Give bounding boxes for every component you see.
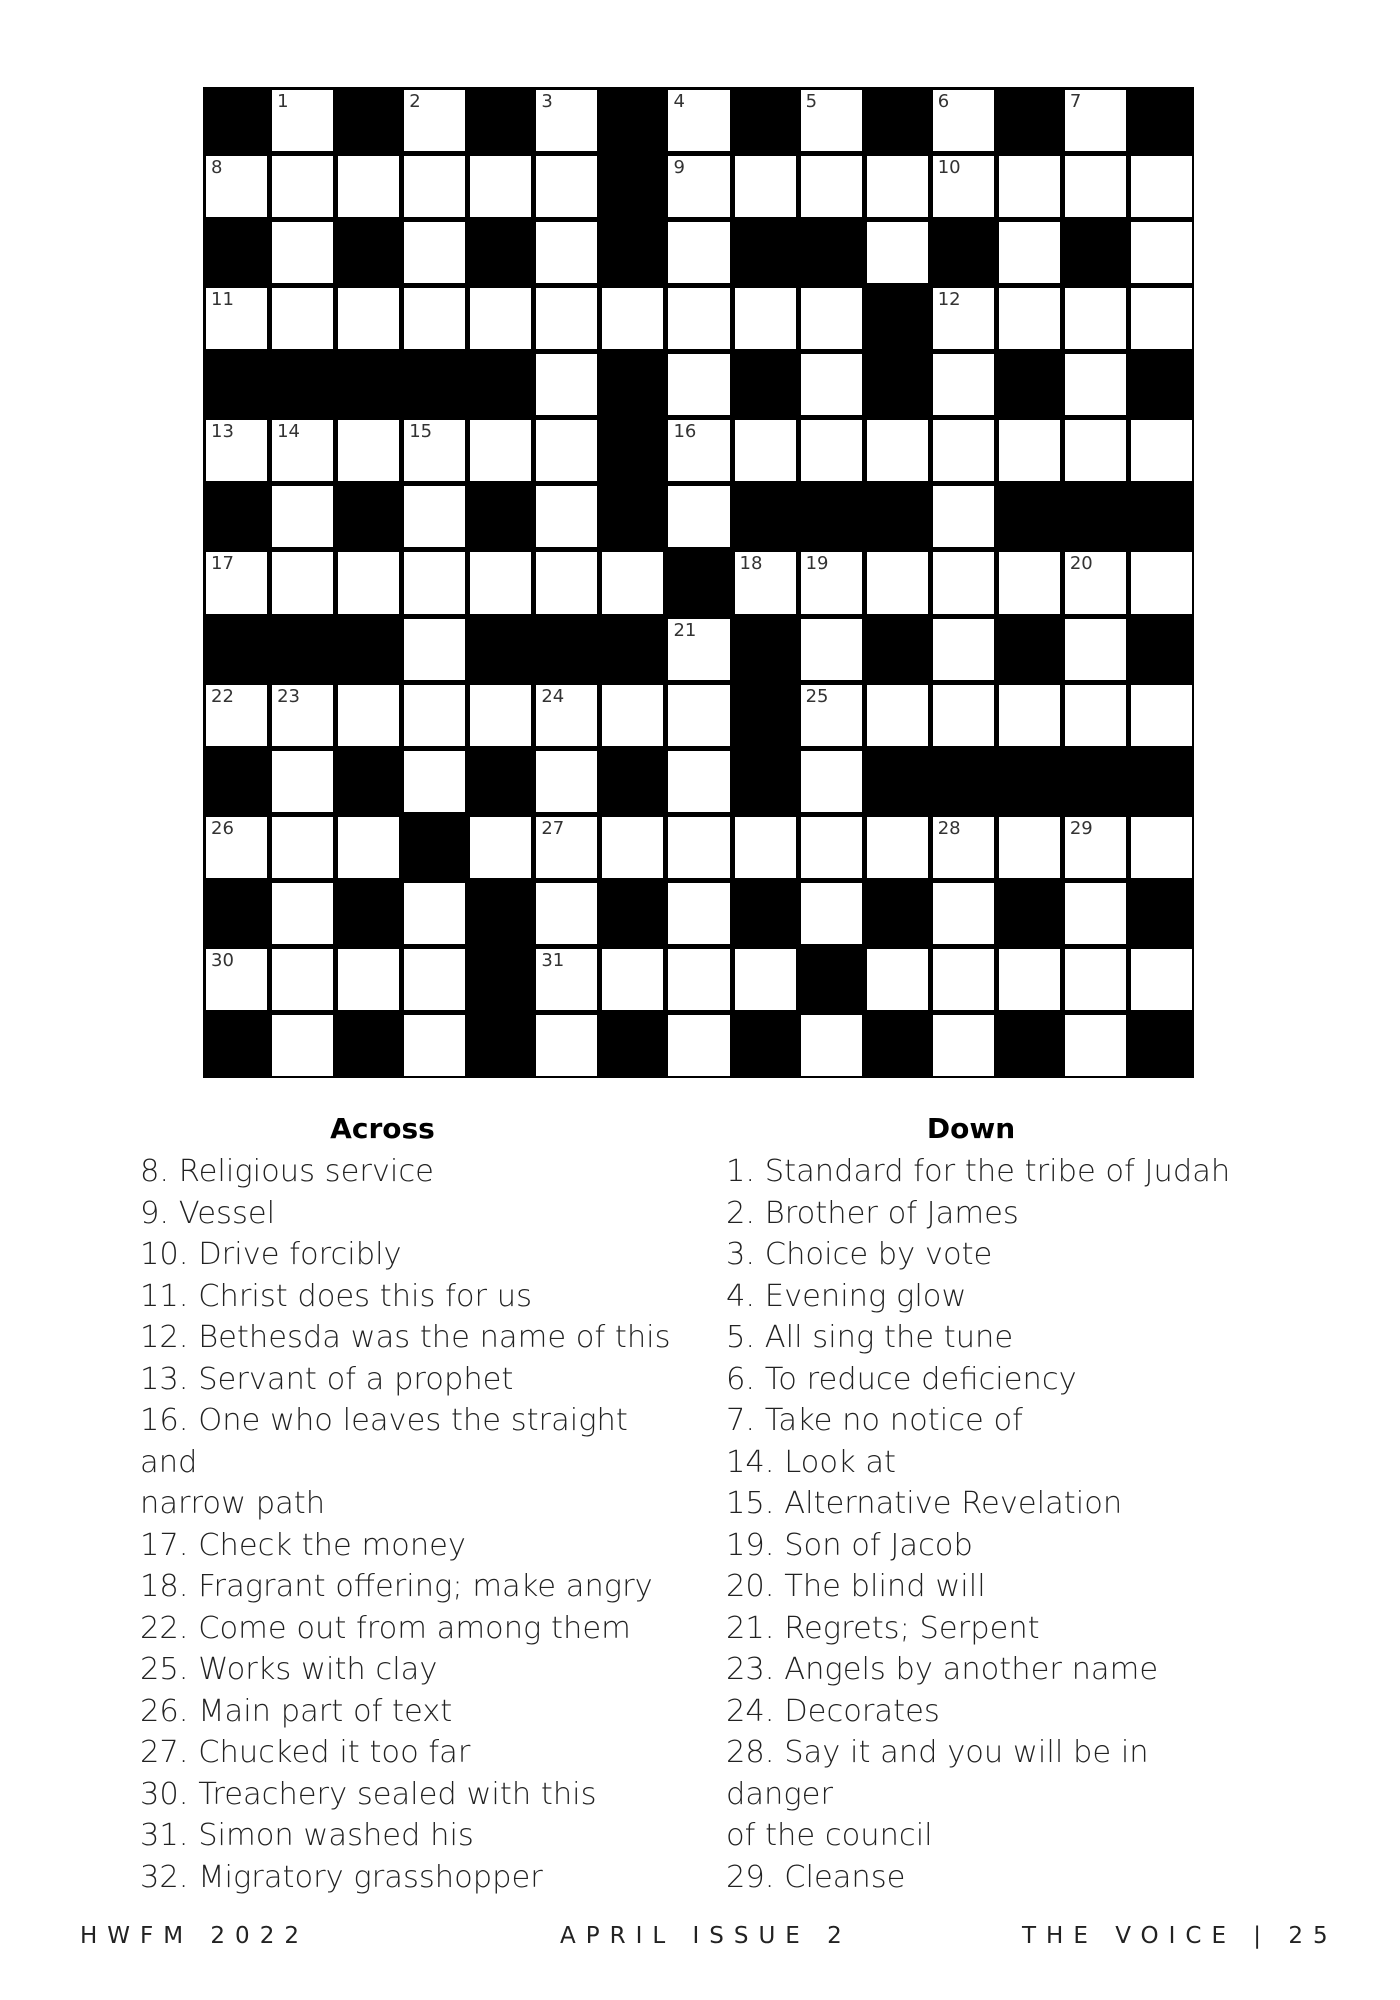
across-clue: 18. Fragrant offering; make angry <box>140 1569 653 1604</box>
grid-cell[interactable] <box>536 685 597 746</box>
grid-cell[interactable] <box>999 222 1060 283</box>
grid-cell[interactable] <box>536 552 597 613</box>
grid-cell[interactable] <box>801 288 862 349</box>
grid-cell[interactable] <box>1065 156 1126 217</box>
grid-cell[interactable] <box>801 619 862 680</box>
down-clue: 20. The blind will <box>726 1569 986 1604</box>
grid-cell[interactable] <box>404 883 465 944</box>
down-clue: 3. Choice by vote <box>726 1237 993 1272</box>
grid-cell[interactable] <box>602 552 663 613</box>
grid-cell[interactable] <box>1065 1015 1126 1076</box>
down-clue: 23. Angels by another name <box>726 1652 1159 1687</box>
grid-cell[interactable] <box>867 949 928 1010</box>
down-clue: 15. Alternative Revelation <box>726 1486 1123 1521</box>
grid-cell[interactable] <box>206 420 267 481</box>
grid-cell[interactable] <box>272 420 333 481</box>
down-clue: 14. Look at <box>726 1444 896 1480</box>
grid-cell[interactable] <box>933 90 994 151</box>
clue-number: 14 <box>277 421 300 443</box>
grid-cell[interactable] <box>1131 817 1192 878</box>
grid-cell[interactable] <box>801 156 862 217</box>
clue-number: 11 <box>211 289 234 311</box>
clue-number: 27 <box>541 817 565 839</box>
grid-cell[interactable] <box>404 90 465 151</box>
clue-number: 6 <box>937 91 950 112</box>
grid-cell[interactable] <box>1131 222 1192 283</box>
grid-cell[interactable] <box>735 156 796 217</box>
grid-cell[interactable] <box>272 751 333 812</box>
clue-number: 9 <box>673 157 685 179</box>
grid-cell[interactable] <box>933 552 994 613</box>
across-clue: 13. Servant of a prophet <box>140 1361 514 1397</box>
across-clue: 22. Come out from among them <box>140 1610 631 1646</box>
grid-cell[interactable] <box>933 420 994 481</box>
grid-cell[interactable] <box>999 288 1060 349</box>
grid-cell[interactable] <box>404 949 465 1010</box>
grid-cell[interactable] <box>801 552 862 613</box>
grid-cell[interactable] <box>1065 288 1126 349</box>
grid-cell[interactable] <box>536 817 597 878</box>
grid-cell[interactable] <box>668 420 729 481</box>
grid-cell[interactable] <box>536 90 597 151</box>
across-clue: 8. Religious service <box>140 1154 434 1189</box>
down-clue: 19. Son of Jacob <box>726 1527 973 1563</box>
grid-cell[interactable] <box>536 486 597 547</box>
clue-number: 20 <box>1069 553 1093 575</box>
grid-cell[interactable] <box>735 817 796 878</box>
down-clue: 29. Cleanse <box>726 1859 906 1895</box>
across-clue: 9. Vessel <box>140 1195 276 1231</box>
grid-cell[interactable] <box>338 949 399 1010</box>
grid-cell[interactable] <box>668 949 729 1010</box>
grid-cell[interactable] <box>206 288 267 349</box>
grid-cell[interactable] <box>272 817 333 878</box>
footer-publication: HWFM 2022 <box>80 1923 309 1949</box>
grid-cell[interactable] <box>272 949 333 1010</box>
grid-cell[interactable] <box>272 883 333 944</box>
grid-cell[interactable] <box>735 949 796 1010</box>
grid-cell[interactable] <box>933 486 994 547</box>
grid-cell[interactable] <box>1065 552 1126 613</box>
grid-cell[interactable] <box>272 1015 333 1076</box>
grid-cell[interactable] <box>206 817 267 878</box>
clue-number: 29 <box>1069 817 1093 839</box>
grid-cell[interactable] <box>1065 817 1126 878</box>
clue-number: 2 <box>409 91 421 112</box>
down-clue: 24. Decorates <box>726 1693 940 1729</box>
grid-cell[interactable] <box>272 552 333 613</box>
grid-cell[interactable] <box>470 420 531 481</box>
clue-number: 18 <box>739 553 763 575</box>
grid-cell[interactable] <box>470 288 531 349</box>
grid-cell[interactable] <box>338 552 399 613</box>
across-clue: 27. Chucked it too far <box>140 1735 471 1770</box>
grid-cell[interactable] <box>1065 420 1126 481</box>
grid-cell[interactable] <box>1131 949 1192 1010</box>
grid-cell[interactable] <box>867 685 928 746</box>
grid-cell[interactable] <box>272 288 333 349</box>
grid-cell[interactable] <box>206 156 267 217</box>
grid-cell[interactable] <box>1065 90 1126 151</box>
grid-cell[interactable] <box>206 685 267 746</box>
grid-cell[interactable] <box>999 817 1060 878</box>
grid-cell[interactable] <box>404 288 465 349</box>
grid-cell[interactable] <box>404 222 465 283</box>
clue-number: 21 <box>673 619 697 641</box>
grid-cell[interactable] <box>536 751 597 812</box>
grid-cell[interactable] <box>801 751 862 812</box>
grid-cell[interactable] <box>801 817 862 878</box>
across-heading: Across <box>330 1112 435 1145</box>
footer-issue: APRIL ISSUE 2 <box>560 1923 852 1949</box>
grid-cell[interactable] <box>999 552 1060 613</box>
clue-number: 10 <box>937 157 961 179</box>
grid-cell[interactable] <box>1065 619 1126 680</box>
grid-cell[interactable] <box>668 817 729 878</box>
grid-cell[interactable] <box>470 817 531 878</box>
grid-cell[interactable] <box>668 685 729 746</box>
grid-cell[interactable] <box>735 420 796 481</box>
grid-cell[interactable] <box>404 1015 465 1076</box>
grid-cell[interactable] <box>338 288 399 349</box>
grid-cell[interactable] <box>867 552 928 613</box>
grid-cell[interactable] <box>536 883 597 944</box>
clue-number: 12 <box>937 289 961 311</box>
grid-cell[interactable] <box>999 420 1060 481</box>
grid-cell[interactable] <box>1131 552 1192 613</box>
clue-number: 1 <box>277 91 289 112</box>
across-clue: 32. Migratory grasshopper <box>140 1859 543 1895</box>
grid-cell[interactable] <box>801 1015 862 1076</box>
grid-cell[interactable] <box>933 883 994 944</box>
clue-number: 4 <box>673 91 685 112</box>
clue-number: 17 <box>211 553 234 575</box>
grid-cell[interactable] <box>404 156 465 217</box>
across-clues <box>140 1108 680 1898</box>
grid-cell[interactable] <box>735 288 796 349</box>
clue-number: 16 <box>673 421 697 443</box>
clue-number: 13 <box>211 421 234 443</box>
crossword-grid <box>203 87 1194 1078</box>
down-clue: 4. Evening glow <box>726 1278 967 1314</box>
clue-number: 28 <box>937 817 961 839</box>
clue-number: 3 <box>541 91 553 112</box>
clue-number: 25 <box>805 685 829 707</box>
grid-cell[interactable] <box>536 222 597 283</box>
clue-number: 5 <box>805 91 818 112</box>
down-clue: 28. Say it and you will be in danger <box>726 1735 1149 1812</box>
grid-cell[interactable] <box>536 156 597 217</box>
grid-cell[interactable] <box>404 751 465 812</box>
down-clue: 6. To reduce deficiency <box>726 1361 1077 1397</box>
grid-cell[interactable] <box>338 817 399 878</box>
clue-number: 31 <box>541 949 565 971</box>
grid-cell[interactable] <box>668 156 729 217</box>
grid-cell[interactable] <box>338 156 399 217</box>
grid-cell[interactable] <box>933 288 994 349</box>
grid-cell[interactable] <box>1065 883 1126 944</box>
grid-cell[interactable] <box>801 354 862 415</box>
grid-cell[interactable] <box>668 751 729 812</box>
grid-cell[interactable] <box>470 552 531 613</box>
clue-number: 26 <box>211 817 234 839</box>
grid-cell[interactable] <box>867 817 928 878</box>
grid-cell[interactable] <box>867 420 928 481</box>
clue-number: 23 <box>277 685 300 707</box>
grid-cell[interactable] <box>999 156 1060 217</box>
grid-cell[interactable] <box>801 420 862 481</box>
grid-cell[interactable] <box>536 949 597 1010</box>
grid-cell[interactable] <box>404 486 465 547</box>
down-clues <box>726 1108 1246 1898</box>
grid-cell[interactable] <box>668 883 729 944</box>
grid-cell[interactable] <box>536 1015 597 1076</box>
clue-number: 7 <box>1069 91 1082 112</box>
clue-number: 22 <box>211 685 234 707</box>
down-clue: 21. Regrets; Serpent <box>726 1610 1040 1646</box>
grid-cell[interactable] <box>1065 685 1126 746</box>
grid-cell[interactable] <box>668 619 729 680</box>
grid-cell[interactable] <box>801 883 862 944</box>
grid-cell[interactable] <box>338 685 399 746</box>
grid-cell[interactable] <box>668 222 729 283</box>
down-clue: of the council <box>726 1818 933 1853</box>
grid-cell[interactable] <box>999 949 1060 1010</box>
grid-cell[interactable] <box>536 354 597 415</box>
footer-page: THE VOICE | 25 <box>1022 1923 1338 1949</box>
clue-number: 24 <box>541 685 565 707</box>
grid-cell[interactable] <box>933 156 994 217</box>
grid-cell[interactable] <box>668 486 729 547</box>
across-clue: 30. Treachery sealed with this <box>140 1776 597 1812</box>
grid-cell[interactable] <box>933 685 994 746</box>
grid-cell[interactable] <box>404 420 465 481</box>
grid-cell[interactable] <box>404 685 465 746</box>
grid-cell[interactable] <box>1131 288 1192 349</box>
grid-cell[interactable] <box>602 685 663 746</box>
grid-cell[interactable] <box>1131 420 1192 481</box>
grid-cell[interactable] <box>602 288 663 349</box>
across-clue: 31. Simon washed his <box>140 1818 474 1853</box>
grid-cell[interactable] <box>338 420 399 481</box>
grid-cell[interactable] <box>933 354 994 415</box>
grid-cell[interactable] <box>1131 685 1192 746</box>
across-clue: 16. One who leaves the straight and <box>140 1403 628 1480</box>
grid-cell[interactable] <box>536 420 597 481</box>
grid-cell[interactable] <box>404 552 465 613</box>
grid-cell[interactable] <box>933 817 994 878</box>
grid-cell[interactable] <box>867 222 928 283</box>
grid-cell[interactable] <box>933 619 994 680</box>
grid-cell[interactable] <box>801 685 862 746</box>
grid-cell[interactable] <box>933 949 994 1010</box>
clue-number: 19 <box>805 553 829 575</box>
grid-cell[interactable] <box>272 486 333 547</box>
grid-cell[interactable] <box>1065 354 1126 415</box>
grid-cell[interactable] <box>602 817 663 878</box>
down-clue: 5. All sing the tune <box>726 1320 1014 1355</box>
down-clue: 2. Brother of James <box>726 1195 1019 1231</box>
across-clue: 17. Check the money <box>140 1527 466 1563</box>
down-heading: Down <box>926 1112 1016 1145</box>
across-clue: 10. Drive forcibly <box>140 1237 402 1272</box>
across-clue: narrow path <box>140 1486 326 1521</box>
across-clue: 26. Main part of text <box>140 1693 453 1729</box>
grid-cell[interactable] <box>404 619 465 680</box>
grid-cell[interactable] <box>1065 949 1126 1010</box>
grid-cell[interactable] <box>999 685 1060 746</box>
grid-cell[interactable] <box>668 288 729 349</box>
down-clue: 1. Standard for the tribe of Judah <box>726 1154 1231 1189</box>
across-clue: 11. Christ does this for us <box>140 1278 532 1314</box>
grid-cell[interactable] <box>272 222 333 283</box>
across-clue: 25. Works with clay <box>140 1652 438 1687</box>
grid-cell[interactable] <box>668 354 729 415</box>
clue-number: 15 <box>409 421 433 443</box>
grid-cell[interactable] <box>536 288 597 349</box>
grid-cell[interactable] <box>668 90 729 151</box>
grid-cell[interactable] <box>272 156 333 217</box>
grid-cell[interactable] <box>206 949 267 1010</box>
grid-cell[interactable] <box>1131 156 1192 217</box>
down-clue: 7. Take no notice of <box>726 1403 1023 1438</box>
clue-number: 30 <box>211 949 234 971</box>
grid-cell[interactable] <box>470 156 531 217</box>
grid-cell[interactable] <box>602 949 663 1010</box>
grid-cell[interactable] <box>867 156 928 217</box>
grid-cell[interactable] <box>206 552 267 613</box>
grid-cell[interactable] <box>272 90 333 151</box>
clue-number: 8 <box>211 157 223 179</box>
grid-cell[interactable] <box>272 685 333 746</box>
grid-cell[interactable] <box>735 552 796 613</box>
grid-cell[interactable] <box>801 90 862 151</box>
across-clue: 12. Bethesda was the name of this <box>140 1320 671 1355</box>
grid-cell[interactable] <box>933 1015 994 1076</box>
grid-cell[interactable] <box>668 1015 729 1076</box>
grid-cell[interactable] <box>470 685 531 746</box>
